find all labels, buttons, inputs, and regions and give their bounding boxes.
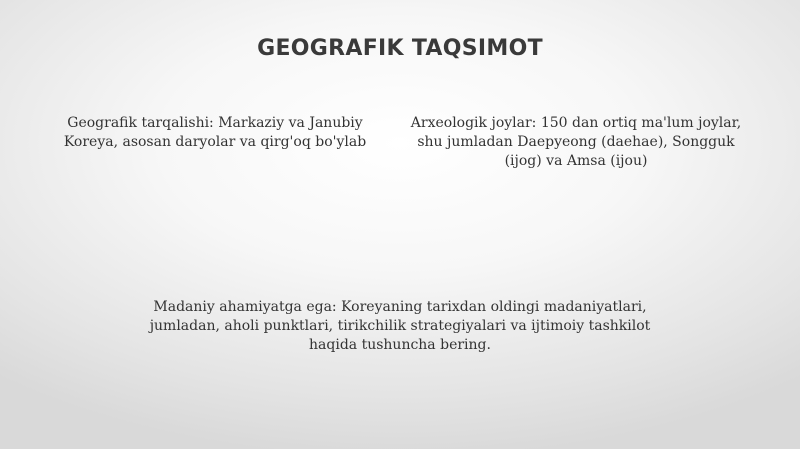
cultural-significance-text: Madaniy ahamiyatga ega: Koreyaning tarixdan oldingi madaniyatlari, jumladan, aholi punktlari, tirikchilik strategiyalari va ijtimoiy tashkilot haqida tushuncha bering. (149, 299, 651, 353)
slide-title: GEOGRAFIK TAQSIMOT (257, 36, 543, 61)
geographic-distribution-text: Geografik tarqalishi: Markaziy va Janubiy Koreya, asosan daryolar va qirg'oq bo'ylab (63, 115, 367, 150)
archaeological-sites-text: Arxeologik joylar: 150 dan ortiq ma'lum joylar, shu jumladan Daepyeong (daehae), Songguk (ijog) va Amsa (ijou) (410, 115, 742, 169)
